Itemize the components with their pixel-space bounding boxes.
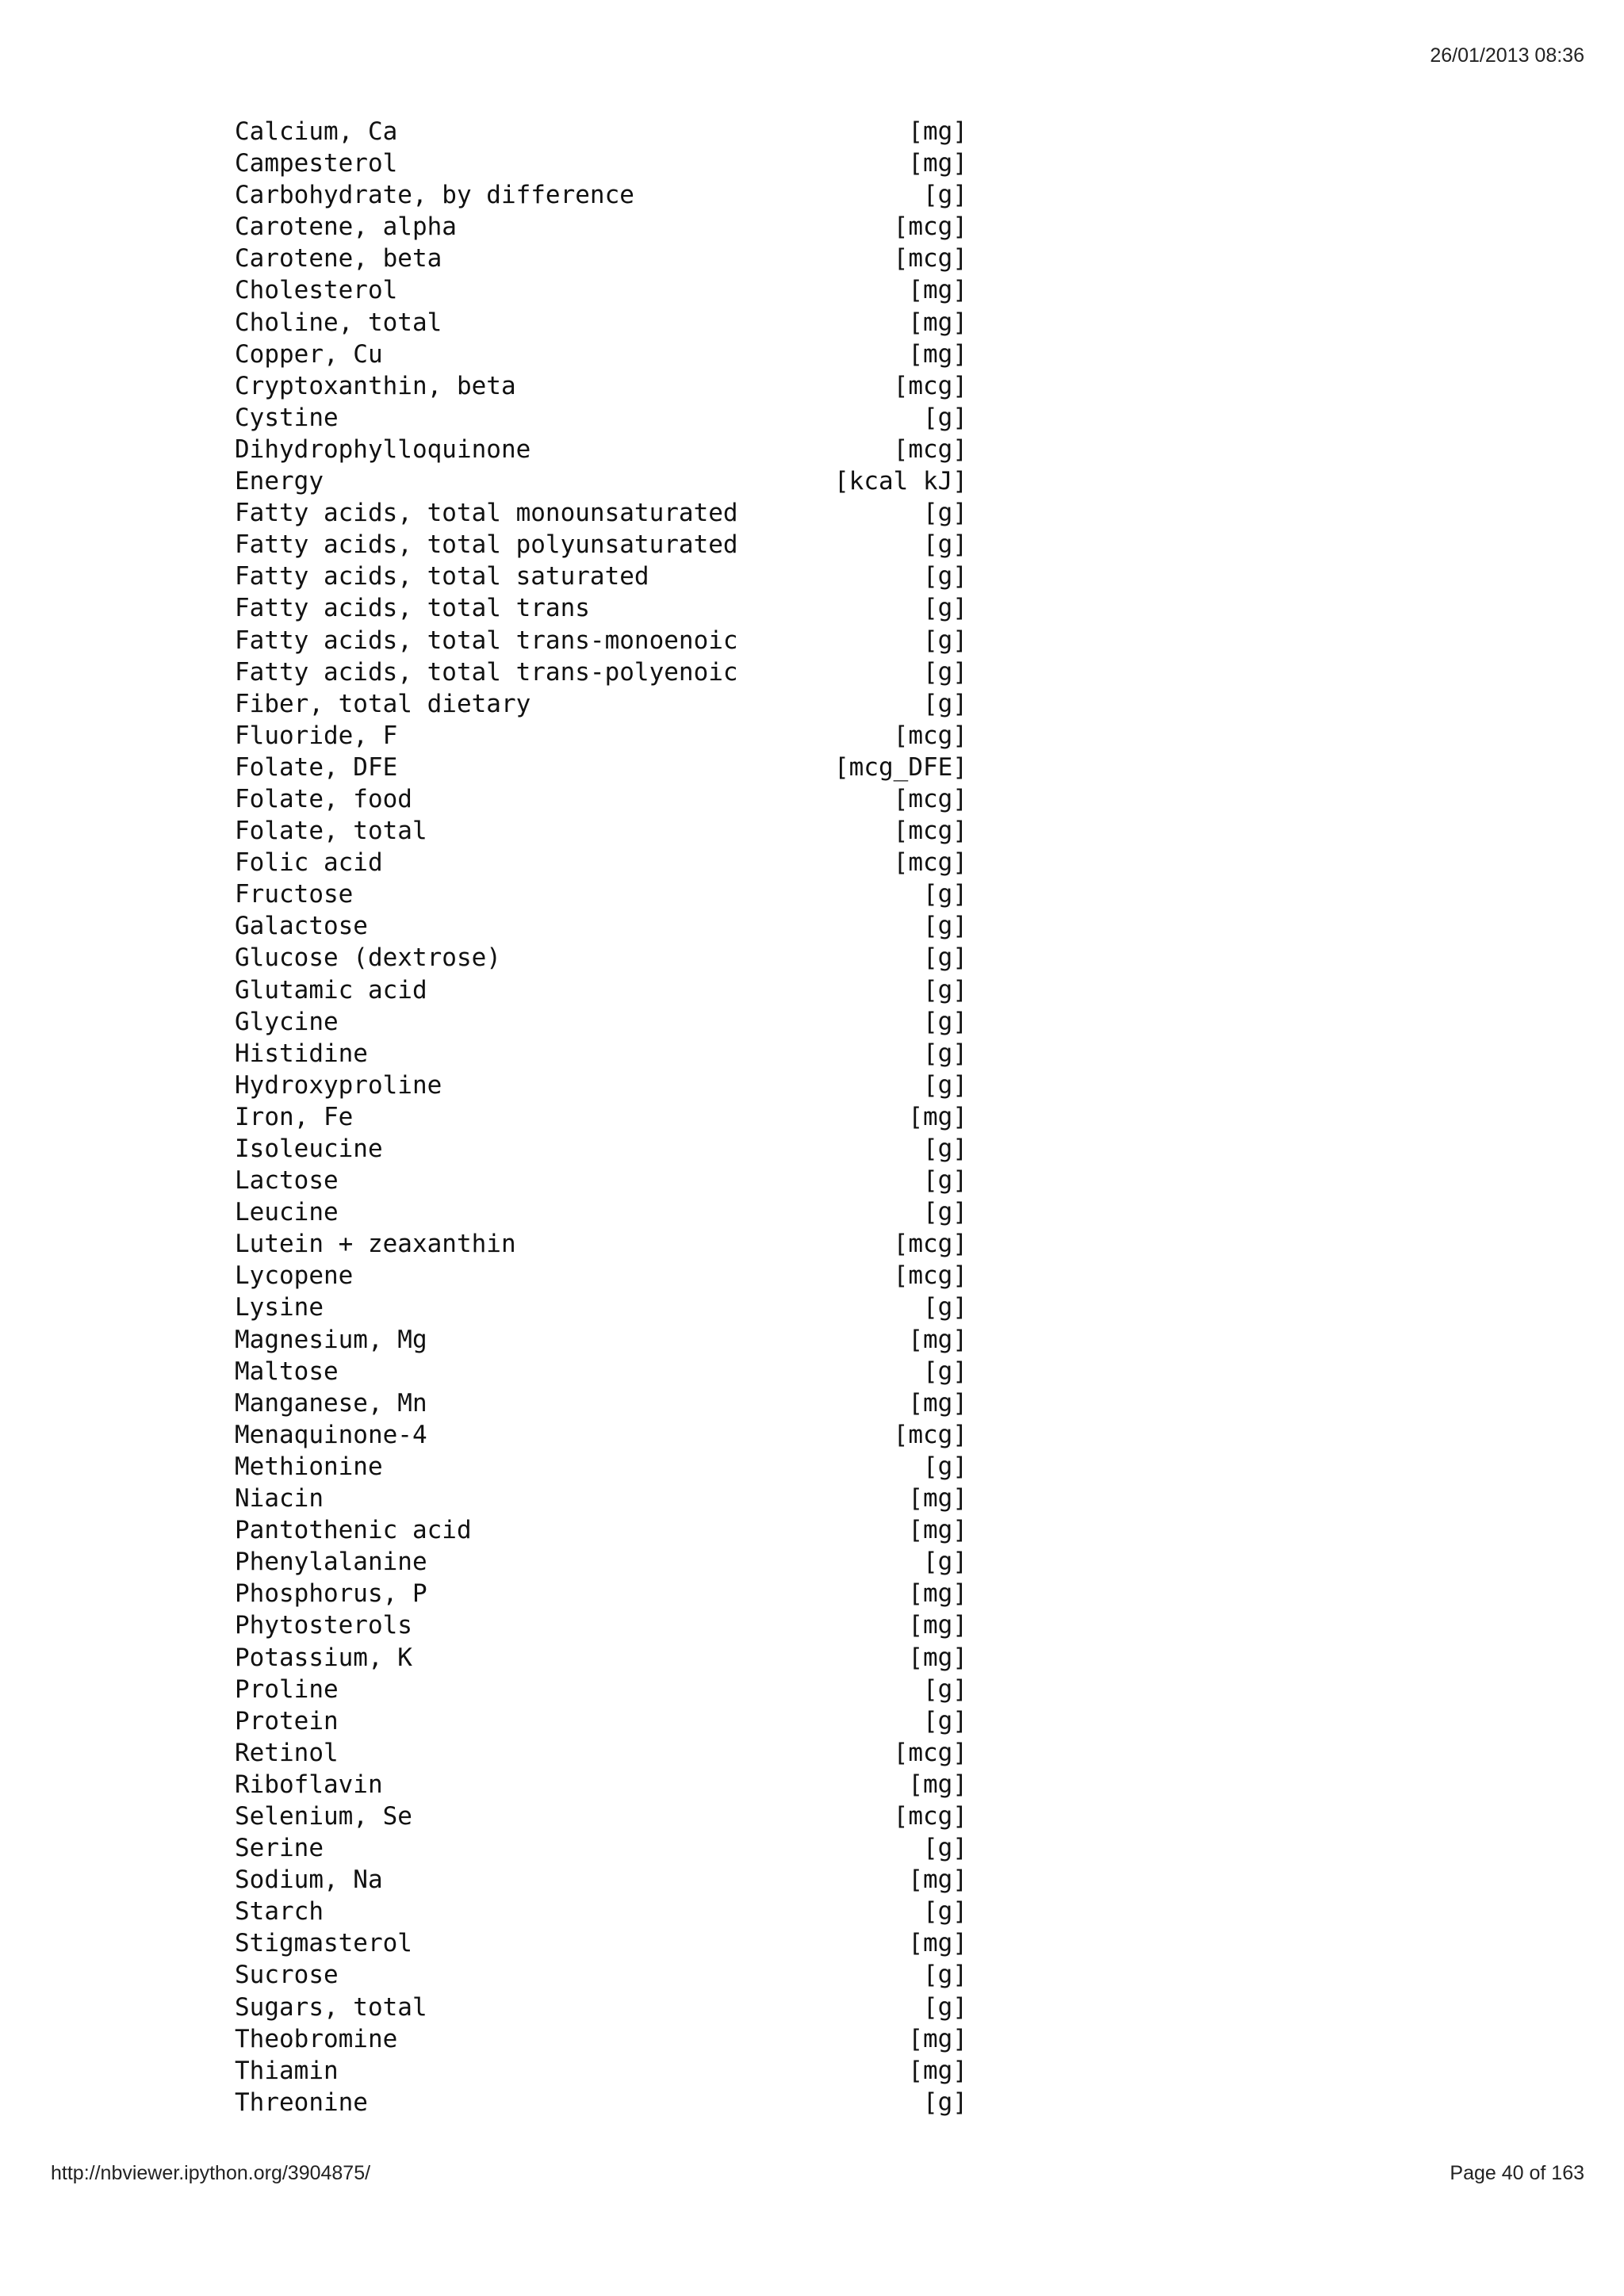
nutrient-name: Pantothenic acid <box>235 1516 472 1545</box>
nutrient-unit: [mg] <box>908 276 967 305</box>
nutrient-row <box>235 1737 967 1769</box>
nutrient-unit: [g] <box>923 1007 967 1036</box>
nutrient-name: Sucrose <box>235 1961 339 1990</box>
nutrient-unit: [g] <box>923 2087 967 2117</box>
nutrient-name: Methionine <box>235 1452 383 1481</box>
nutrient-name: Fatty acids, total monounsaturated <box>235 499 738 528</box>
nutrient-row <box>235 1260 967 1292</box>
nutrient-row <box>235 1292 967 1323</box>
nutrient-unit: [g] <box>923 1992 967 2022</box>
nutrient-unit: [g] <box>923 1674 967 1704</box>
nutrient-row <box>235 1451 967 1483</box>
nutrient-name: Niacin <box>235 1484 324 1513</box>
nutrient-unit: [g] <box>923 1135 967 1163</box>
nutrient-row <box>235 592 967 624</box>
nutrient-row <box>235 1419 967 1451</box>
nutrient-name: Cystine <box>235 403 339 432</box>
nutrient-row <box>235 752 967 783</box>
nutrient-name: Fatty acids, total trans <box>235 594 590 623</box>
nutrient-unit: [g] <box>923 1706 967 1735</box>
nutrient-name: Thiamin <box>235 2056 339 2085</box>
nutrient-unit: [g] <box>923 880 967 909</box>
nutrient-row <box>235 402 967 434</box>
nutrient-unit: [g] <box>923 530 967 560</box>
page-number: Page 40 of 163 <box>1450 2162 1584 2184</box>
nutrient-unit: [g] <box>923 1834 967 1863</box>
nutrient-row <box>235 1992 967 2023</box>
nutrient-name: Leucine <box>235 1198 339 1227</box>
nutrient-row <box>235 1546 967 1578</box>
nutrient-unit: [g] <box>923 1166 967 1196</box>
nutrient-row <box>235 1228 967 1260</box>
nutrient-name: Iron, Fe <box>235 1102 354 1131</box>
nutrient-name: Sugars, total <box>235 1992 427 2022</box>
nutrient-row <box>235 1896 967 1927</box>
nutrient-unit: [mg] <box>908 1929 967 1958</box>
nutrient-row <box>235 942 967 974</box>
nutrient-name: Cholesterol <box>235 276 398 305</box>
nutrient-name: Calcium, Ca <box>235 117 398 146</box>
nutrient-row <box>235 974 967 1006</box>
nutrient-row <box>235 910 967 942</box>
nutrient-row <box>235 1578 967 1609</box>
nutrient-name: Lysine <box>235 1293 324 1322</box>
nutrient-row <box>235 1674 967 1705</box>
nutrient-unit: [mg] <box>908 149 967 178</box>
nutrient-row <box>235 2055 967 2087</box>
nutrient-name: Glutamic acid <box>235 975 427 1004</box>
nutrient-name: Phosphorus, P <box>235 1579 427 1609</box>
nutrient-name: Maltose <box>235 1357 339 1386</box>
nutrient-unit: [g] <box>923 912 967 941</box>
nutrient-row <box>235 465 967 497</box>
nutrient-row <box>235 1705 967 1737</box>
nutrient-name: Carbohydrate, by difference <box>235 181 634 210</box>
source-url-link[interactable]: http://nbviewer.ipython.org/3904875/ <box>51 2162 371 2184</box>
nutrient-name: Phenylalanine <box>235 1548 427 1577</box>
nutrient-unit: [mcg] <box>893 784 967 813</box>
nutrient-name: Potassium, K <box>235 1643 412 1672</box>
nutrient-unit: [kcal kJ] <box>834 467 967 496</box>
nutrient-row <box>235 434 967 465</box>
nutrient-name: Serine <box>235 1834 324 1863</box>
nutrient-name: Phytosterols <box>235 1611 412 1640</box>
nutrient-unit: [g] <box>923 181 967 210</box>
nutrient-row <box>235 625 967 656</box>
nutrient-unit: [mg] <box>908 1770 967 1799</box>
nutrient-name: Lutein + zeaxanthin <box>235 1230 516 1259</box>
nutrient-row <box>235 1769 967 1800</box>
nutrient-row <box>235 720 967 752</box>
nutrient-name: Glucose (dextrose) <box>235 943 501 973</box>
nutrient-unit: [mcg] <box>893 848 967 878</box>
nutrient-unit: [g] <box>923 975 967 1004</box>
nutrient-name: Fatty acids, total saturated <box>235 562 649 591</box>
nutrient-name: Fluoride, F <box>235 721 398 750</box>
nutrient-row <box>235 1642 967 1674</box>
nutrient-name: Galactose <box>235 912 368 941</box>
nutrient-name: Campesterol <box>235 149 398 178</box>
nutrient-unit: [g] <box>923 1897 967 1927</box>
nutrient-name: Magnesium, Mg <box>235 1325 427 1354</box>
nutrient-row <box>235 1006 967 1038</box>
nutrient-row <box>235 1483 967 1514</box>
nutrient-unit: [mg] <box>908 1611 967 1640</box>
nutrient-unit: [mcg] <box>893 1420 967 1449</box>
nutrient-unit: [mg] <box>908 117 967 146</box>
nutrient-unit: [mcg] <box>893 721 967 750</box>
nutrient-unit: [g] <box>923 1357 967 1386</box>
nutrient-name: Fatty acids, total polyunsaturated <box>235 530 738 560</box>
nutrient-unit: [g] <box>923 403 967 432</box>
nutrient-name: Fatty acids, total trans-monoenoic <box>235 626 738 655</box>
nutrient-row <box>235 211 967 243</box>
nutrient-name: Energy <box>235 467 324 496</box>
nutrient-row <box>235 1038 967 1070</box>
nutrient-row <box>235 1387 967 1419</box>
nutrient-name: Carotene, alpha <box>235 212 457 242</box>
nutrient-name: Stigmasterol <box>235 1929 412 1958</box>
nutrient-name: Fiber, total dietary <box>235 689 531 718</box>
nutrient-name: Folate, food <box>235 784 412 813</box>
nutrient-unit: [mcg] <box>893 212 967 242</box>
nutrient-row <box>235 1800 967 1832</box>
nutrient-row <box>235 1959 967 1991</box>
nutrient-unit: [g] <box>923 1548 967 1577</box>
nutrient-name: Fructose <box>235 880 354 909</box>
nutrient-row <box>235 1514 967 1546</box>
nutrient-unit: [g] <box>923 594 967 623</box>
nutrient-unit: [mg] <box>908 1516 967 1545</box>
nutrient-unit: [g] <box>923 689 967 718</box>
nutrient-unit: [mg] <box>908 1102 967 1131</box>
nutrient-name: Lactose <box>235 1166 339 1196</box>
nutrient-unit: [g] <box>923 943 967 973</box>
nutrient-row <box>235 1070 967 1101</box>
nutrient-row <box>235 1356 967 1387</box>
nutrient-name: Sodium, Na <box>235 1866 383 1895</box>
nutrient-row <box>235 1324 967 1356</box>
nutrient-row <box>235 1609 967 1641</box>
nutrient-name: Choline, total <box>235 308 442 337</box>
nutrient-name: Isoleucine <box>235 1135 383 1163</box>
nutrient-row <box>235 1133 967 1165</box>
nutrient-row <box>235 1196 967 1228</box>
nutrient-name: Protein <box>235 1706 339 1735</box>
nutrient-name: Starch <box>235 1897 324 1927</box>
nutrient-row <box>235 1101 967 1133</box>
nutrient-unit: [mcg] <box>893 1261 967 1291</box>
nutrient-row <box>235 339 967 370</box>
nutrient-row <box>235 307 967 339</box>
nutrient-name: Selenium, Se <box>235 1801 412 1831</box>
nutrient-unit: [mg] <box>908 1579 967 1609</box>
nutrient-unit: [g] <box>923 1198 967 1227</box>
nutrient-row <box>235 783 967 815</box>
nutrient-row <box>235 2023 967 2055</box>
nutrient-name: Copper, Cu <box>235 339 383 369</box>
nutrient-row <box>235 847 967 878</box>
nutrient-name: Carotene, beta <box>235 244 442 274</box>
nutrient-name: Histidine <box>235 1039 368 1068</box>
nutrient-name: Folate, DFE <box>235 752 398 782</box>
nutrient-row <box>235 1927 967 1959</box>
nutrient-row <box>235 274 967 306</box>
nutrient-list <box>235 116 967 2118</box>
nutrient-unit: [mg] <box>908 1388 967 1418</box>
nutrient-unit: [g] <box>923 1961 967 1990</box>
nutrient-row <box>235 656 967 688</box>
nutrient-unit: [mg] <box>908 339 967 369</box>
nutrient-unit: [mg] <box>908 2024 967 2053</box>
nutrient-row <box>235 529 967 561</box>
nutrient-name: Menaquinone-4 <box>235 1420 427 1449</box>
nutrient-unit: [g] <box>923 562 967 591</box>
nutrient-name: Threonine <box>235 2087 368 2117</box>
nutrient-unit: [mcg] <box>893 244 967 274</box>
nutrient-row <box>235 116 967 147</box>
nutrient-unit: [mg] <box>908 2056 967 2085</box>
nutrient-name: Fatty acids, total trans-polyenoic <box>235 657 738 687</box>
print-timestamp: 26/01/2013 08:36 <box>1430 44 1584 67</box>
nutrient-unit: [g] <box>923 626 967 655</box>
nutrient-unit: [mg] <box>908 1643 967 1672</box>
nutrient-row <box>235 179 967 211</box>
nutrient-name: Proline <box>235 1674 339 1704</box>
nutrient-unit: [g] <box>923 657 967 687</box>
nutrient-name: Cryptoxanthin, beta <box>235 371 516 400</box>
nutrient-unit: [mcg] <box>893 434 967 464</box>
nutrient-name: Retinol <box>235 1738 339 1767</box>
nutrient-row <box>235 688 967 720</box>
nutrient-name: Theobromine <box>235 2024 398 2053</box>
nutrient-row <box>235 2087 967 2118</box>
nutrient-unit: [mcg_DFE] <box>834 752 967 782</box>
nutrient-unit: [mcg] <box>893 371 967 400</box>
nutrient-unit: [g] <box>923 499 967 528</box>
nutrient-name: Folic acid <box>235 848 383 878</box>
nutrient-unit: [g] <box>923 1039 967 1068</box>
nutrient-name: Dihydrophylloquinone <box>235 434 531 464</box>
nutrient-name: Glycine <box>235 1007 339 1036</box>
nutrient-row <box>235 147 967 179</box>
nutrient-unit: [mg] <box>908 1325 967 1354</box>
nutrient-unit: [mcg] <box>893 817 967 846</box>
nutrient-unit: [g] <box>923 1452 967 1481</box>
nutrient-name: Lycopene <box>235 1261 354 1291</box>
nutrient-name: Hydroxyproline <box>235 1070 442 1100</box>
nutrient-unit: [mg] <box>908 1866 967 1895</box>
nutrient-row <box>235 878 967 910</box>
nutrient-row <box>235 1864 967 1896</box>
nutrient-name: Riboflavin <box>235 1770 383 1799</box>
nutrient-row <box>235 1832 967 1864</box>
nutrient-unit: [mg] <box>908 1484 967 1513</box>
nutrient-row <box>235 497 967 529</box>
nutrient-name: Manganese, Mn <box>235 1388 427 1418</box>
nutrient-row <box>235 561 967 592</box>
nutrient-name: Folate, total <box>235 817 427 846</box>
nutrient-unit: [mcg] <box>893 1801 967 1831</box>
nutrient-row <box>235 370 967 402</box>
nutrient-row <box>235 1165 967 1196</box>
nutrient-row <box>235 243 967 274</box>
nutrient-unit: [mcg] <box>893 1230 967 1259</box>
nutrient-row <box>235 815 967 847</box>
nutrient-unit: [g] <box>923 1070 967 1100</box>
nutrient-unit: [mg] <box>908 308 967 337</box>
nutrient-unit: [g] <box>923 1293 967 1322</box>
nutrient-unit: [mcg] <box>893 1738 967 1767</box>
